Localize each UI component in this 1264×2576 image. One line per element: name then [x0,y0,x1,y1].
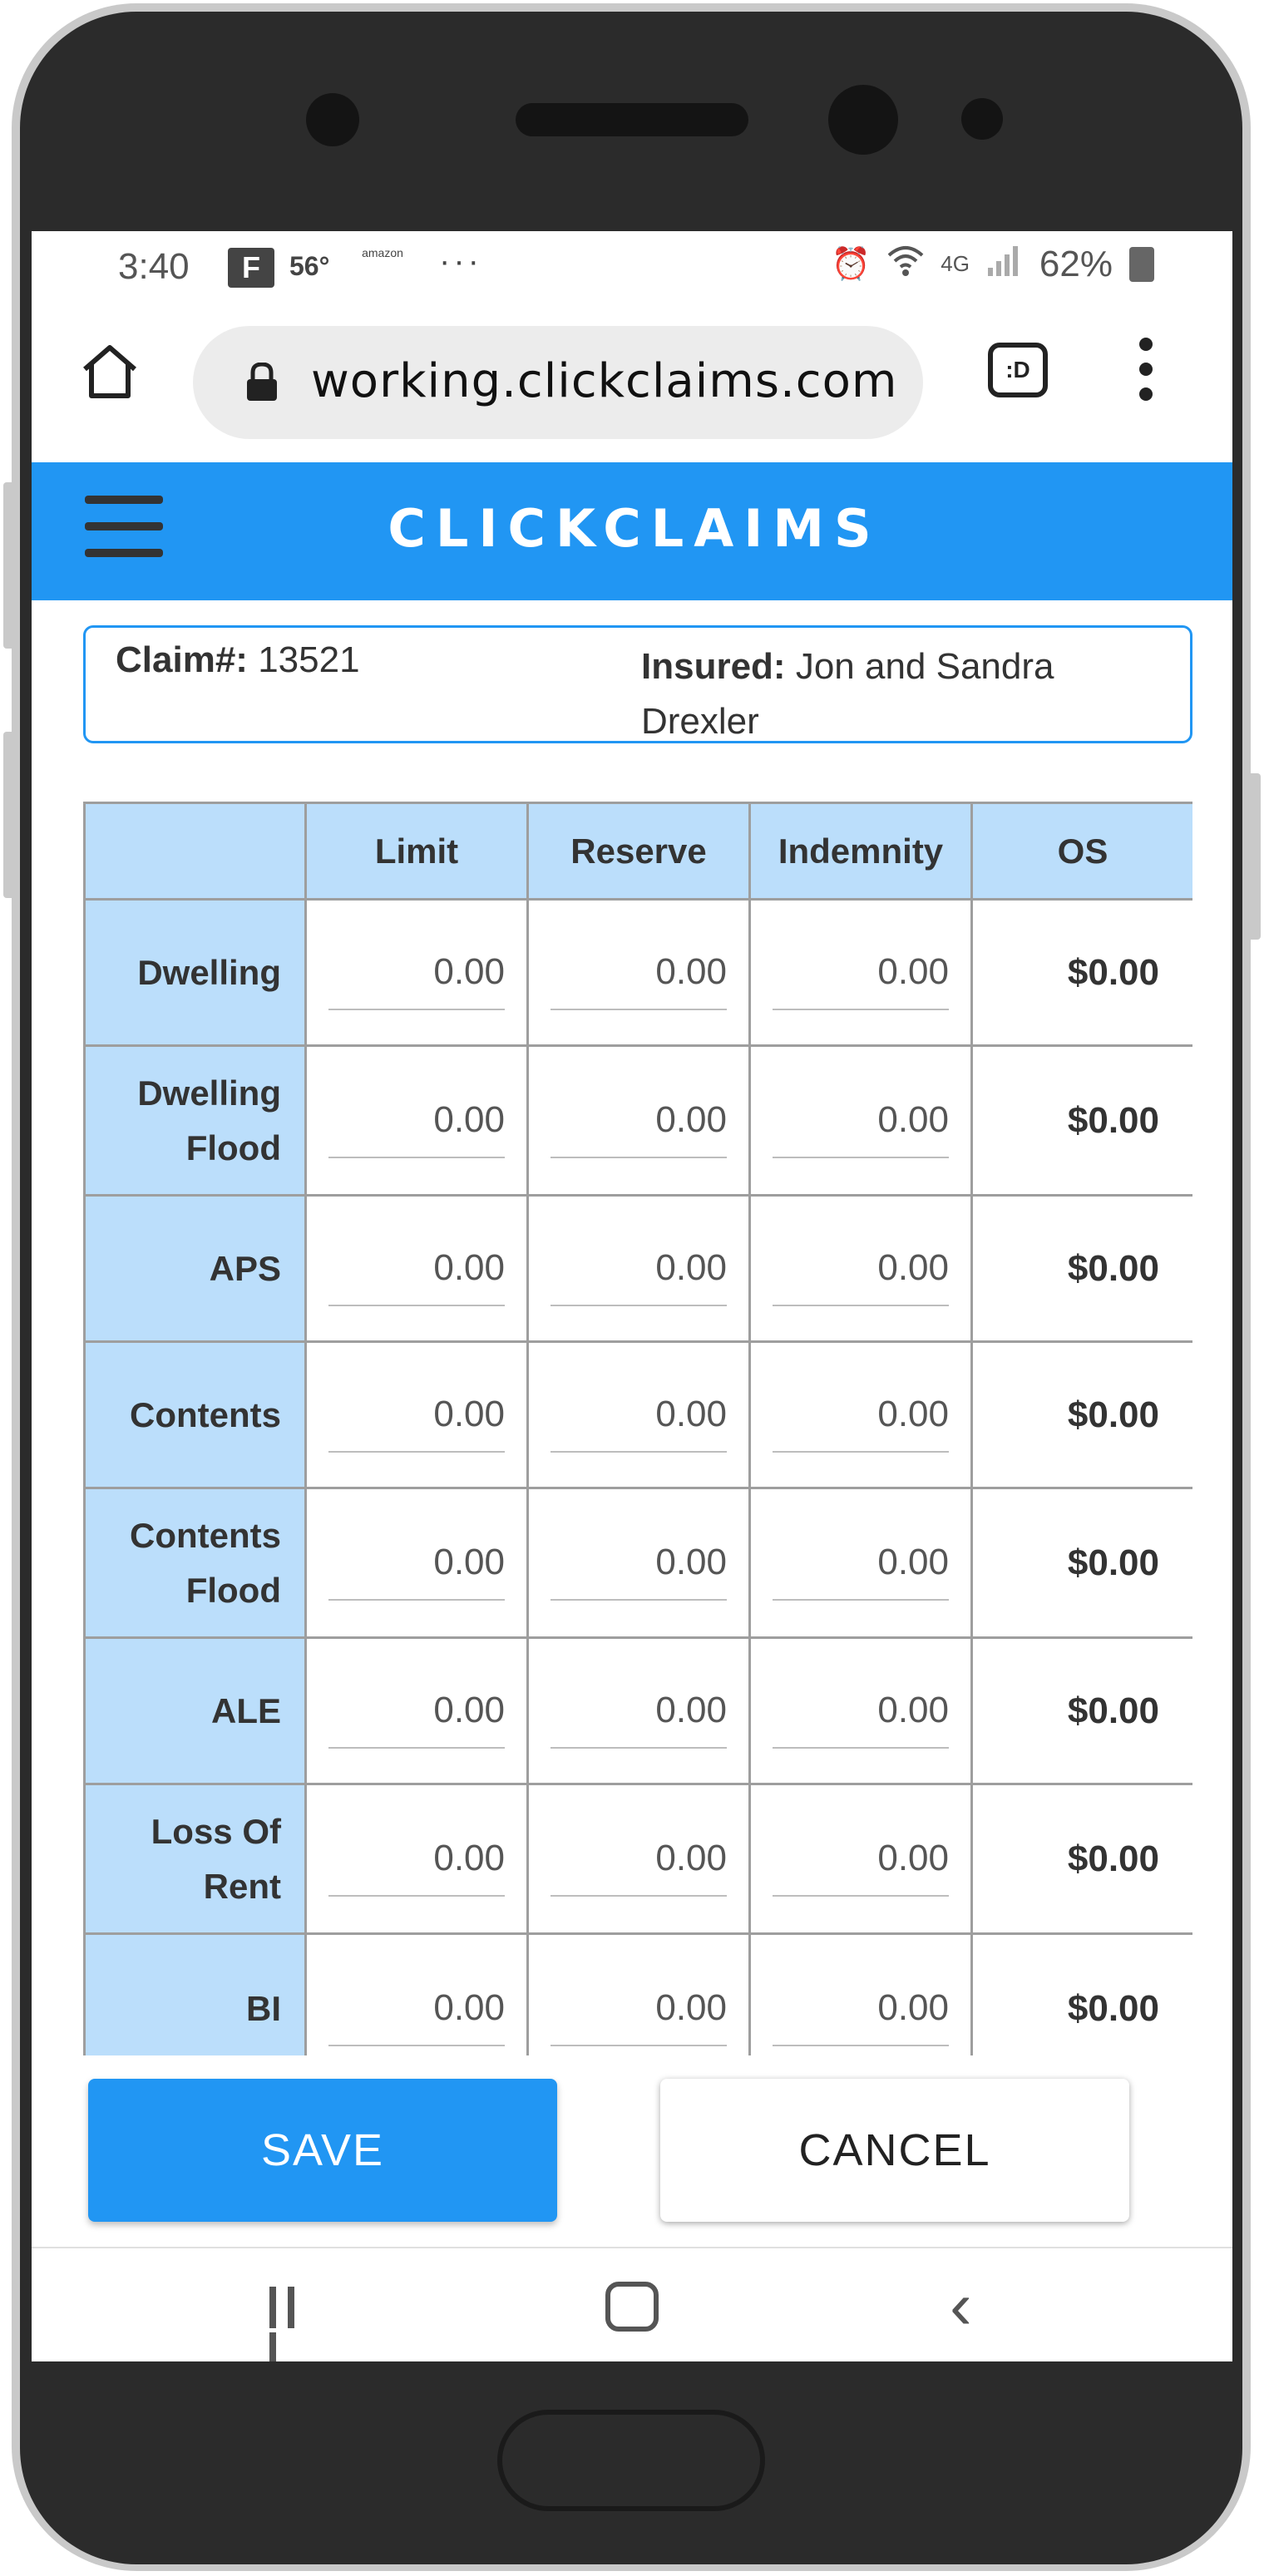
indemnity-cell [750,1196,972,1342]
battery-percent: 62% [1039,243,1113,284]
indemnity-input[interactable]: 0.00 [773,1378,949,1453]
os-value: $0.00 [972,900,1193,1046]
reserve-cell [528,1488,750,1638]
reserves-table-container[interactable] [83,802,1192,2055]
reserve-input[interactable]: 0.00 [551,1822,727,1897]
reserve-cell [528,1342,750,1488]
indemnity-cell [750,1342,972,1488]
reserve-input[interactable]: 0.00 [551,1083,727,1158]
browser-toolbar [32,301,1232,444]
os-value: $0.00 [972,1342,1193,1488]
indemnity-cell [750,1046,972,1196]
table-row [85,900,1193,1046]
table-row [85,1638,1193,1784]
reserve-cell [528,1784,750,1934]
alarm-icon: ⏰ [831,246,871,282]
limit-cell [306,1784,528,1934]
indemnity-cell [750,1488,972,1638]
limit-input[interactable]: 0.00 [328,1526,505,1601]
indemnity-cell [750,1784,972,1934]
header-indemnity: Indemnity [750,803,972,900]
reserve-input[interactable]: 0.00 [551,1378,727,1453]
limit-input[interactable]: 0.00 [328,1674,505,1749]
indemnity-input[interactable]: 0.00 [773,1083,949,1158]
limit-input[interactable]: 0.00 [328,1231,505,1306]
indemnity-input[interactable]: 0.00 [773,1231,949,1306]
header-empty [85,803,306,900]
indemnity-cell [750,1638,972,1784]
status-bar [32,231,1232,298]
phone-screen [32,231,1232,2361]
indemnity-input[interactable]: 0.00 [773,1822,949,1897]
table-header-row [85,803,1193,900]
app-header [32,462,1232,600]
claim-number-label: Claim#: [116,639,248,680]
proximity-sensor [961,98,1003,140]
weather-temperature: 56° [289,251,330,281]
limit-cell [306,1342,528,1488]
insured-name: Jon and Sandra Drexler [641,646,1054,742]
back-icon[interactable]: ‹ [950,2268,972,2342]
wifi-icon [887,244,924,285]
front-camera [828,85,898,155]
limit-cell [306,1638,528,1784]
reserve-input[interactable]: 0.00 [551,1971,727,2046]
reserves-table [83,802,1192,2055]
limit-input[interactable]: 0.00 [328,1822,505,1897]
indemnity-input[interactable]: 0.00 [773,935,949,1010]
clickclaims-logo: CLICKCLAIMS [388,498,881,559]
indemnity-cell [750,900,972,1046]
row-label: Contents [85,1342,306,1488]
save-button[interactable]: SAVE [88,2079,557,2222]
row-label: Dwelling Flood [85,1046,306,1196]
table-row [85,1046,1193,1196]
indemnity-cell [750,1934,972,2056]
os-value: $0.00 [972,1488,1193,1638]
limit-cell [306,1488,528,1638]
recent-apps-icon[interactable] [269,2287,319,2328]
row-label: APS [85,1196,306,1342]
hardware-home-key [497,2410,765,2511]
limit-cell [306,1934,528,2056]
limit-cell [306,1196,528,1342]
lock-icon [244,363,279,402]
browser-menu-icon[interactable] [1129,338,1163,407]
insured-label: Insured: [641,646,786,687]
limit-input[interactable]: 0.00 [328,1083,505,1158]
signal-icon [986,243,1023,285]
battery-icon [1129,247,1154,282]
table-row [85,1196,1193,1342]
header-os: OS [972,803,1193,900]
reserve-cell [528,1046,750,1196]
row-label: BI [85,1934,306,2056]
network-type-label: 4G [941,251,970,276]
os-value: $0.00 [972,1784,1193,1934]
limit-input[interactable]: 0.00 [328,935,505,1010]
tab-switcher-button[interactable]: :D [988,343,1048,397]
url-text: working.clickclaims.com [311,354,898,408]
reserve-input[interactable]: 0.00 [551,1526,727,1601]
claim-summary-card [83,625,1192,743]
table-row [85,1934,1193,2056]
row-label: ALE [85,1638,306,1784]
browser-home-icon[interactable] [78,339,141,402]
os-value: $0.00 [972,1196,1193,1342]
row-label: Contents Flood [85,1488,306,1638]
indemnity-input[interactable]: 0.00 [773,1674,949,1749]
earpiece-speaker [516,103,748,136]
cancel-button[interactable]: CANCEL [660,2079,1129,2222]
limit-cell [306,900,528,1046]
reserve-input[interactable]: 0.00 [551,935,727,1010]
table-row [85,1784,1193,1934]
insured [641,639,1173,749]
table-row [85,1342,1193,1488]
reserve-input[interactable]: 0.00 [551,1674,727,1749]
reserve-cell [528,900,750,1046]
os-value: $0.00 [972,1046,1193,1196]
reserve-cell [528,1638,750,1784]
claim-number [116,639,360,681]
nav-divider [32,2247,1232,2248]
os-value: $0.00 [972,1934,1193,2056]
power-button [1247,773,1261,940]
status-time: 3:40 [118,246,190,287]
home-icon[interactable] [605,2282,659,2332]
limit-cell [306,1046,528,1196]
row-label: Loss Of Rent [85,1784,306,1934]
volume-button-lower [3,732,15,898]
row-label: Dwelling [85,900,306,1046]
limit-input[interactable]: 0.00 [328,1378,505,1453]
os-value: $0.00 [972,1638,1193,1784]
claim-number-value: 13521 [258,639,360,680]
reserve-cell [528,1934,750,2056]
reserve-input[interactable]: 0.00 [551,1231,727,1306]
limit-input[interactable]: 0.00 [328,1971,505,2046]
indemnity-input[interactable]: 0.00 [773,1526,949,1601]
volume-button [3,482,15,649]
address-bar[interactable] [193,326,923,439]
front-sensor [306,93,359,146]
header-reserve: Reserve [528,803,750,900]
indemnity-input[interactable]: 0.00 [773,1971,949,2046]
table-row [85,1488,1193,1638]
header-limit: Limit [306,803,528,900]
more-notifications-icon: ··· [439,243,482,279]
hamburger-menu-icon[interactable] [85,496,163,562]
amazon-icon: amazon [362,246,403,259]
status-indicators [832,243,1154,285]
flipboard-icon: F [228,248,274,288]
reserve-cell [528,1196,750,1342]
